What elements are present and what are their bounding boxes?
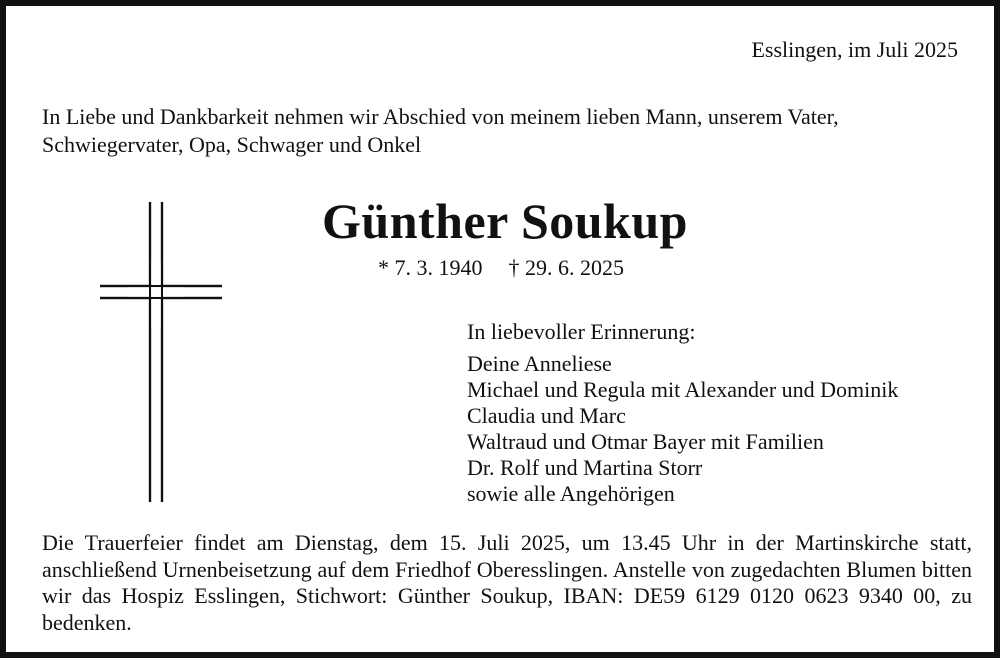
mourner-name: Waltraud und Otmar Bayer mit Familien [467,429,824,454]
mourner-name: Claudia und Marc [467,403,626,428]
intro-text: In Liebe und Dankbarkeit nehmen wir Abschied von meinem lieben Mann, unserem Vater, Schwiegervater, Opa, Schwager und Onkel [42,104,839,157]
mourner-name: Deine Anneliese [467,351,612,376]
mourner-name: sowie alle Angehörigen [467,481,675,506]
place-date: Esslingen, im Juli 2025 [751,37,958,62]
mourners-heading: In liebevoller Erinnerung: [467,319,696,344]
death-date: † 29. 6. 2025 [508,255,624,280]
mourners-block [467,319,898,507]
deceased-name [6,190,1000,252]
birth-date: * 7. 3. 1940 [378,255,483,280]
mourner-name: Dr. Rolf und Martina Storr [467,455,703,480]
deceased-name-text: Günther Soukup [322,193,688,249]
life-dates [378,254,624,282]
mourner-name: Michael und Regula mit Alexander und Dominik [467,377,899,402]
funeral-notice: Die Trauerfeier findet am Dienstag, dem 15. Juli 2025, um 13.45 Uhr in der Martinskirche statt, anschließend Urnenbeisetzung auf dem Friedhof Oberesslingen. Anstelle von zugedachten Blumen bitten wir das Hospiz Esslingen, Stichwort: Günther Soukup, IBAN: DE59 6129 0120 0623 9340 00, zu bedenken. [42,530,972,635]
